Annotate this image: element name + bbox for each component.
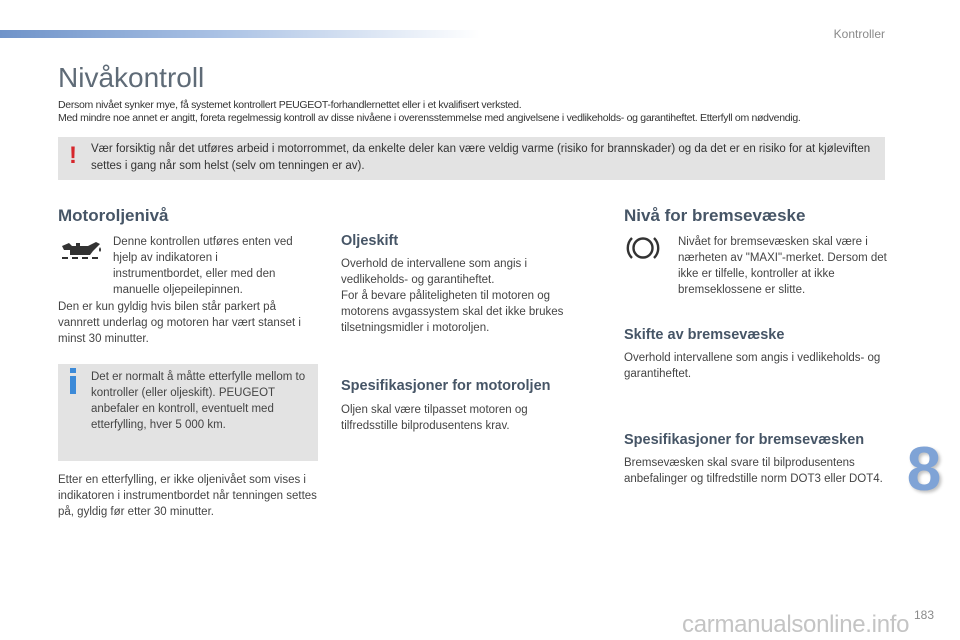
brake-level-icon-text: Nivået for bremsevæsken skal være i nærheten av "MAXI"-merket. Dersom det ikke er tilfelle, kontroller at ikke bremseklossene er slitte. (678, 236, 887, 296)
info-box (58, 364, 318, 461)
oil-level-paragraph: Den er kun gyldig hvis bilen står parkert på vannrett underlag og motoren har vært stanset i minst 30 minutter. (58, 301, 301, 345)
brake-specs-paragraph: Bremsevæsken skal svare til bilprodusentens anbefalinger og tilfredstille norm DOT3 eller DOT4. (624, 457, 883, 485)
page-number: 183 (914, 608, 935, 622)
oil-change-paragraph: Overhold de intervallene som angis i vedlikeholds- og garantiheftet. For å bevare påliteligheten til motoren og motorens avgassystem skal det ikke brukes tilsetningsmidler i motoroljen. (341, 258, 564, 334)
section-label: Kontroller (833, 27, 885, 41)
heading-brake-fluid-change: Skifte av bremsevæske (624, 327, 785, 343)
header-accent-bar (0, 30, 480, 38)
watermark: carmanualsonline.info (682, 611, 910, 638)
oil-specs-paragraph: Oljen skal være tilpasset motoren og tilfredsstille bilprodusentens krav. (341, 404, 528, 432)
oil-level-icon-text: Denne kontrollen utføres enten ved hjelp av indikatoren i instrumentbordet, eller med den manuelle oljepeilepinnen. (113, 236, 293, 296)
intro-text (58, 99, 918, 125)
intro-line: Med mindre noe annet er angitt, foreta regelmessig kontroll av disse nivåene i overensstemmelse med angivelsene i vedlikeholds- og garantiheftet. Etterfyll om nødvendig. (58, 112, 801, 124)
warning-text: Vær forsiktig når det utføres arbeid i motorrommet, da enkelte deler kan være veldig varme (risiko for brannskader) og da det er en risiko for at kjøleviften settes i gang når som helst (selv om tenningen er av). (91, 143, 871, 172)
intro-line: Dersom nivået synker mye, få systemet kontrollert PEUGEOT-forhandlernettet eller i et kvalifisert verksted. (58, 99, 522, 111)
heading-motoroljeniva: Motoroljenivå (58, 206, 169, 225)
heading-oljeskift: Oljeskift (341, 233, 399, 249)
warning-box (58, 137, 885, 180)
heading-oil-specs: Spesifikasjoner for motoroljen (341, 378, 551, 394)
oil-can-icon (60, 238, 104, 262)
chapter-number: 8 (906, 435, 942, 504)
warning-exclamation-icon: ! (69, 142, 77, 169)
heading-brake-fluid-specs: Spesifikasjoner for bremsevæsken (624, 432, 865, 448)
oil-refill-paragraph: Etter en etterfylling, er ikke oljenivået som vises i indikatoren i instrumentbordet når tenningen settes på, gyldig før etter 30 minutter. (58, 474, 317, 518)
page-title: Nivåkontroll (58, 62, 205, 93)
heading-brake-fluid-level: Nivå for bremsevæske (624, 206, 806, 225)
brake-change-paragraph: Overhold intervallene som angis i vedlikeholds- og garantiheftet. (624, 352, 881, 380)
info-text: Det er normalt å måtte etterfylle mellom to kontroller (eller oljeskift). PEUGEOT anbefaler en kontroll, eventuelt med etterfylling, hver 5 000 km. (91, 371, 306, 431)
brake-warning-icon (626, 233, 660, 263)
